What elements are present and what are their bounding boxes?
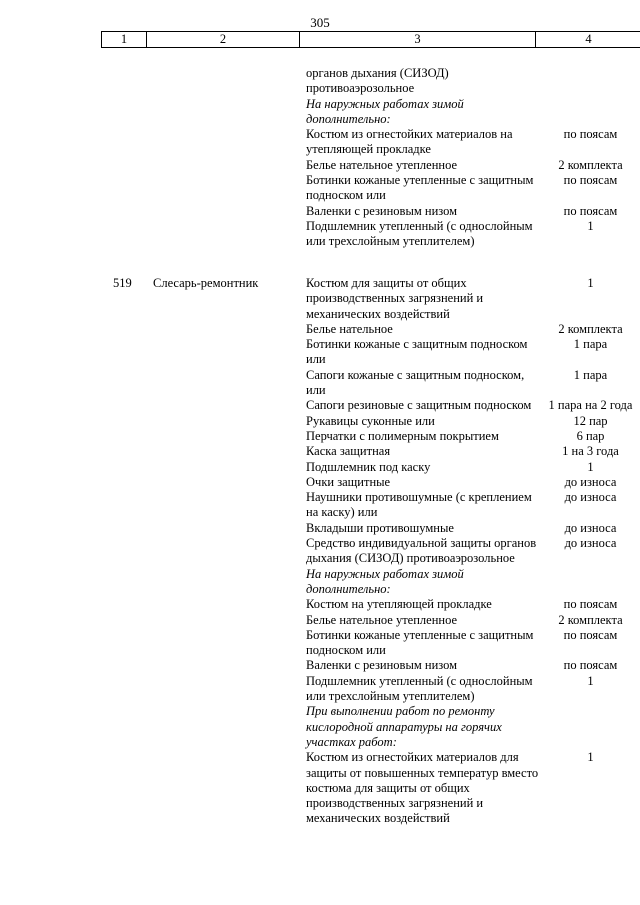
list-item [0,429,640,444]
ppe-item-name: Сапоги кожаные с защитным подноском, или [306,367,525,398]
section-note: При выполнении работ по ремонту кислородной аппаратуры на горячих участках работ: [306,704,502,749]
ppe-item-norm: по поясам [563,658,618,673]
ppe-item-norm: 12 пар [573,413,608,428]
ppe-item-name: Сапоги резиновые с защитным подноском [306,398,532,413]
list-item [0,567,640,598]
list-item [0,66,640,97]
list-item [0,173,640,204]
section-note: На наружных работах зимой дополнительно: [306,96,464,126]
ppe-item-norm: до износа [564,520,617,535]
ppe-item-name: Рукавицы суконные или [306,413,435,428]
ppe-item-name: Костюм для защиты от общих производственных загрязнений и механических воздействий [306,276,484,321]
ppe-item-name: Валенки с резиновым низом [306,203,458,218]
list-item [0,460,640,475]
ppe-item-norm: 1 [587,673,594,688]
list-item [0,750,640,826]
ppe-item-name: органов дыхания (СИЗОД) противоаэрозольное [306,66,449,96]
ppe-item-name: Костюм из огнестойких материалов для защиты от повышенных температур вместо костюма для защиты от общих производственных загрязнений и механических воздействий [306,750,539,826]
ppe-item-name: Белье нательное утепленное [306,157,458,172]
ppe-item-norm: по поясам [563,173,618,188]
ppe-item-name: Подшлемник утепленный (с однослойным или трехслойным утеплителем) [306,673,533,704]
list-item [0,628,640,659]
ppe-item-norm: до износа [564,474,617,489]
list-item [0,674,640,705]
ppe-item-name: Костюм из огнестойких материалов на утепляющей прокладке [306,127,513,157]
ppe-item-name: Белье нательное [306,321,393,336]
ppe-item-norm: 1 [587,218,594,233]
ppe-item-norm: 1 на 3 года [562,444,619,459]
ppe-item-norm: 1 пара [573,337,608,352]
list-item [0,414,640,429]
continuation-rows [0,66,640,250]
ppe-item-norm: 2 комплекта [558,157,623,172]
column-header-1: 1 [102,32,147,47]
ppe-item-name: Белье нательное утепленное [306,612,458,627]
ppe-item-name: Средство индивидуальной защиты органов дыхания (СИЗОД) противоаэрозольное [306,536,537,566]
ppe-item-norm: 1 [587,276,594,290]
ppe-item-norm: по поясам [563,627,618,642]
list-item [0,597,640,612]
ppe-item-norm: 1 [587,750,594,765]
ppe-item-name: Перчатки с полимерным покрытием [306,428,499,443]
ppe-item-norm: по поясам [563,203,618,218]
list-item [0,444,640,459]
ppe-item-norm: 1 [587,459,594,474]
ppe-item-norm: до износа [564,536,617,551]
list-item [0,158,640,173]
list-item [0,521,640,536]
column-header-4: 4 [585,32,592,46]
profession-name: Слесарь-ремонтник [153,276,259,290]
list-item [0,276,640,322]
page-number: 305 [310,15,330,30]
column-header-3: 3 [300,32,536,47]
ppe-item-norm: 6 пар [576,428,605,443]
list-item [0,219,640,250]
ppe-item-name: Костюм на утепляющей прокладке [306,597,492,612]
ppe-item-name: Ботинки кожаные утепленные с защитным подноском или [306,173,534,203]
list-item [0,97,640,128]
list-item [0,536,640,567]
list-item [0,368,640,399]
ppe-item-norm: 2 комплекта [558,612,623,627]
ppe-item-name: Каска защитная [306,444,391,459]
list-item [0,704,640,750]
ppe-item-norm: 1 пара [573,367,608,382]
ppe-item-norm: 1 пара на 2 года [548,398,633,413]
table-row [0,276,640,827]
list-item [0,475,640,490]
column-header-2: 2 [147,32,300,47]
list-item [0,490,640,521]
ppe-item-norm: 2 комплекта [558,321,623,336]
list-item [0,127,640,158]
ppe-item-name: Подшлемник утепленный (с однослойным или трехслойным утеплителем) [306,218,533,249]
table-header [101,31,640,48]
section-note: На наружных работах зимой дополнительно: [306,566,464,596]
ppe-item-name: Наушники противошумные (с креплением на каску) или [306,490,532,520]
row-number: 519 [113,276,132,290]
list-item [0,204,640,219]
ppe-item-name: Ботинки кожаные утепленные с защитным подноском или [306,627,534,658]
list-item [0,398,640,413]
list-item [0,658,640,673]
list-item [0,337,640,368]
ppe-item-list [0,276,640,827]
ppe-item-name: Очки защитные [306,474,391,489]
ppe-item-name: Ботинки кожаные с защитным подноском или [306,337,528,367]
ppe-item-norm: по поясам [563,597,618,612]
ppe-item-name: Вкладыши противошумные [306,520,454,535]
ppe-item-norm: по поясам [563,127,618,142]
ppe-item-name: Подшлемник под каску [306,459,431,474]
list-item [0,322,640,337]
ppe-item-norm: до износа [564,490,617,505]
ppe-item-name: Валенки с резиновым низом [306,658,458,673]
list-item [0,613,640,628]
